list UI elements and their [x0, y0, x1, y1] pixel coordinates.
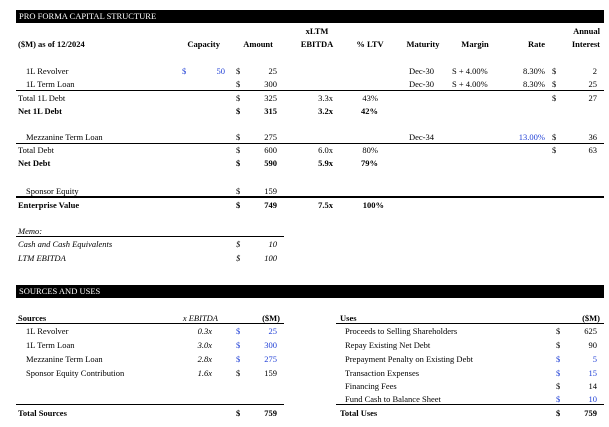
total-debt-ltv: 80%: [362, 145, 378, 155]
net-debt-currency: $: [236, 158, 241, 168]
enterprise-value-xltm: 7.5x: [318, 200, 333, 210]
uses-row-label: Fund Cash to Balance Sheet: [345, 394, 441, 404]
total-1l-divider: [16, 90, 604, 91]
sources-row-label: 1L Term Loan: [26, 340, 75, 350]
sources-row-label: Sponsor Equity Contribution: [26, 368, 125, 378]
uses-total-divider: [336, 404, 604, 405]
uses-row-currency: $: [556, 394, 561, 404]
mezz-rate: 13.00%: [518, 132, 545, 142]
net-1l-label: Net 1L Debt: [18, 106, 62, 116]
net-1l-xltm: 3.2x: [318, 106, 333, 116]
uses-row-label: Transaction Expenses: [345, 368, 420, 378]
term-loan-currency: $: [236, 79, 241, 89]
sources-row-amount: 300: [264, 340, 277, 350]
sources-row-mult: 1.6x: [197, 368, 212, 378]
total-debt-xltm: 6.0x: [318, 145, 333, 155]
interest-header-line1: Annual: [573, 26, 600, 36]
sponsor-equity-currency: $: [236, 186, 241, 196]
sources-xebitda-header: x EBITDA: [182, 313, 218, 323]
total-1l-label: Total 1L Debt: [18, 93, 66, 103]
memo-ebitda-currency: $: [236, 253, 241, 263]
uses-row-currency: $: [556, 326, 561, 336]
revolver-currency: $: [236, 66, 241, 76]
net-debt-xltm: 5.9x: [318, 158, 333, 168]
revolver-label: 1L Revolver: [26, 66, 69, 76]
sponsor-equity-label: Sponsor Equity: [26, 186, 79, 196]
memo-cash-label: Cash and Cash Equivalents: [18, 239, 113, 249]
total-sources-amount: 759: [264, 408, 277, 418]
sources-row-currency: $: [236, 326, 241, 336]
mezz-maturity: Dec-34: [409, 132, 435, 142]
sources-row-currency: $: [236, 354, 241, 364]
sources-row-mult: 0.3x: [197, 326, 212, 336]
total-debt-amount: 600: [264, 145, 277, 155]
uses-row-amount: 15: [588, 368, 597, 378]
xltm-header-line2: EBITDA: [300, 39, 334, 49]
sources-row-currency: $: [236, 340, 241, 350]
net-1l-currency: $: [236, 106, 241, 116]
uses-row-currency: $: [556, 368, 561, 378]
sources-uses-title: SOURCES AND USES: [19, 286, 101, 296]
amount-header: Amount: [243, 39, 273, 49]
capital-structure-banner: [16, 10, 604, 23]
term-loan-label: 1L Term Loan: [26, 79, 75, 89]
total-sources-currency: $: [236, 408, 241, 418]
memo-title: Memo:: [18, 226, 43, 236]
sources-row-amount: 159: [264, 368, 277, 378]
capital-structure-title: PRO FORMA CAPITAL STRUCTURE: [19, 11, 157, 21]
term-loan-interest-currency: $: [552, 79, 557, 89]
enterprise-value-label: Enterprise Value: [18, 200, 80, 210]
enterprise-value-divider: [16, 196, 604, 198]
total-1l-currency: $: [236, 93, 241, 103]
total-sources-label: Total Sources: [18, 408, 67, 418]
memo-cash-amount: 10: [268, 239, 277, 249]
mezz-currency: $: [236, 132, 241, 142]
memo-ebitda-amount: 100: [264, 253, 277, 263]
net-1l-amount: 315: [264, 106, 277, 116]
uses-row-currency: $: [556, 354, 561, 364]
uses-row-label: Repay Existing Net Debt: [345, 340, 431, 350]
rate-header: Rate: [528, 39, 545, 49]
total-debt-interest-currency: $: [552, 145, 557, 155]
term-loan-rate: 8.30%: [523, 79, 545, 89]
uses-row-label: Financing Fees: [345, 381, 397, 391]
revolver-margin: S + 4.00%: [452, 66, 488, 76]
uses-row-currency: $: [556, 340, 561, 350]
uses-header: Uses: [340, 313, 357, 323]
sponsor-equity-amount: 159: [264, 186, 277, 196]
enterprise-value-currency: $: [236, 200, 241, 210]
uses-row-label: Prepayment Penalty on Existing Debt: [345, 354, 473, 364]
sources-row-currency: $: [236, 368, 241, 378]
total-1l-interest: 27: [588, 93, 597, 103]
enterprise-value-ltv: 100%: [362, 200, 384, 210]
mezz-interest-currency: $: [552, 132, 557, 142]
sources-row-label: Mezzanine Term Loan: [26, 354, 103, 364]
revolver-capacity: 50: [216, 66, 225, 76]
term-loan-maturity: Dec-30: [409, 79, 435, 89]
total-debt-interest: 63: [588, 145, 597, 155]
term-loan-amount: 300: [264, 79, 277, 89]
uses-row-label: Proceeds to Selling Shareholders: [345, 326, 458, 336]
uses-row-amount: 90: [588, 340, 597, 350]
revolver-capacity-currency: $: [182, 66, 187, 76]
net-debt-label: Net Debt: [18, 158, 51, 168]
total-debt-label: Total Debt: [18, 145, 54, 155]
revolver-maturity: Dec-30: [409, 66, 435, 76]
net-debt-amount: 590: [264, 158, 277, 168]
memo-cash-currency: $: [236, 239, 241, 249]
uses-row-currency: $: [556, 381, 561, 391]
uses-row-amount: 14: [588, 381, 597, 391]
revolver-rate: 8.30%: [523, 66, 545, 76]
enterprise-value-amount: 749: [264, 200, 277, 210]
sources-uses-banner: [16, 285, 604, 298]
total-debt-currency: $: [236, 145, 241, 155]
sources-amount-header: ($M): [262, 313, 280, 323]
total-1l-interest-currency: $: [552, 93, 557, 103]
total-uses-currency: $: [556, 408, 561, 418]
sources-row-amount: 275: [264, 354, 277, 364]
uses-row-amount: 5: [592, 354, 597, 364]
interest-header-line2: Interest: [571, 39, 600, 49]
sources-header-divider: [16, 323, 284, 324]
memo-ebitda-label: LTM EBITDA: [18, 253, 66, 263]
total-uses-amount: 759: [584, 408, 597, 418]
uses-row-amount: 10: [588, 394, 597, 404]
term-loan-margin: S + 4.00%: [452, 79, 488, 89]
total-debt-divider: [16, 143, 604, 144]
net-1l-ltv: 42%: [361, 106, 378, 116]
total-uses-label: Total Uses: [340, 408, 378, 418]
maturity-header: Maturity: [406, 39, 440, 49]
uses-row-amount: 625: [584, 326, 597, 336]
sources-row-label: 1L Revolver: [26, 326, 69, 336]
ltv-header: % LTV: [356, 39, 384, 49]
period-header: ($M) as of 12/2024: [18, 39, 85, 49]
revolver-interest-currency: $: [552, 66, 557, 76]
net-debt-ltv: 79%: [361, 158, 378, 168]
sources-header: Sources: [18, 313, 47, 323]
memo-divider: [16, 236, 284, 237]
uses-header-divider: [336, 323, 604, 324]
sources-row-mult: 3.0x: [197, 340, 212, 350]
sources-row-amount: 25: [268, 326, 277, 336]
sources-total-divider: [16, 404, 284, 405]
sources-row-mult: 2.8x: [197, 354, 212, 364]
total-1l-amount: 325: [264, 93, 277, 103]
mezz-label: Mezzanine Term Loan: [26, 132, 103, 142]
term-loan-interest: 25: [588, 79, 597, 89]
mezz-interest: 36: [588, 132, 597, 142]
margin-header: Margin: [461, 39, 489, 49]
revolver-interest: 2: [592, 66, 597, 76]
total-1l-xltm: 3.3x: [318, 93, 333, 103]
total-1l-ltv: 43%: [362, 93, 378, 103]
xltm-header-line1: xLTM: [305, 26, 329, 36]
uses-amount-header: ($M): [582, 313, 600, 323]
capacity-header: Capacity: [187, 39, 220, 49]
mezz-amount: 275: [264, 132, 277, 142]
revolver-amount: 25: [268, 66, 277, 76]
